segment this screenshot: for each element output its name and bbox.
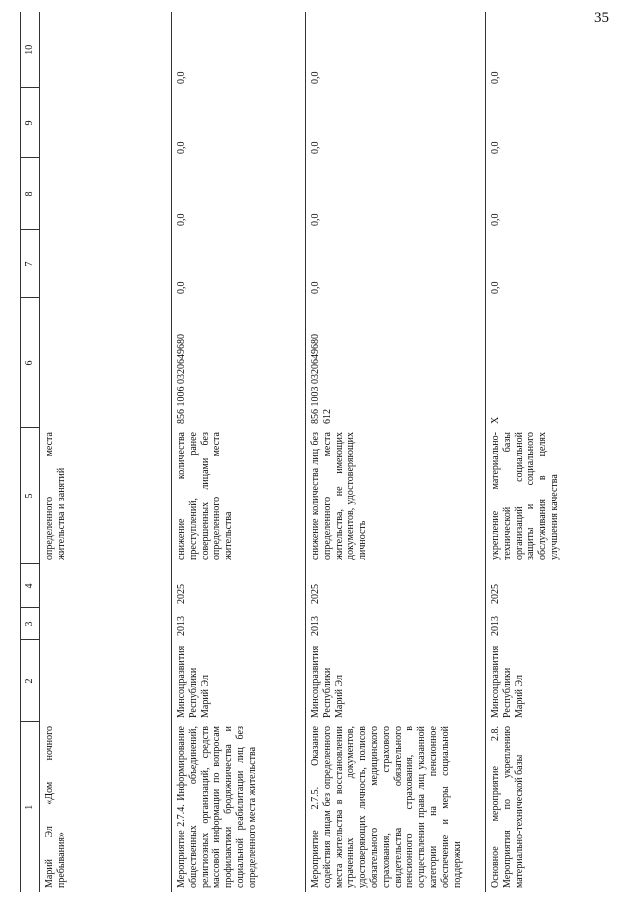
table-cell: снижение количества лиц без определенного места жительства, не имеющих документов, удостоверяющих личность [306, 428, 486, 564]
table-cell: 2025 [306, 564, 486, 608]
table-row [306, 12, 486, 892]
table-cell [40, 230, 172, 298]
table-cell: 0,0 [306, 12, 486, 88]
table-cell: 0,0 [486, 158, 621, 230]
header-row [21, 12, 40, 892]
table-cell: Основное мероприятие 2.8. Мероприятия по укреплению материально-технической базы [486, 722, 621, 892]
table-cell: Минсоцразвития Республики Марий Эл [172, 640, 306, 722]
table-cell: 0,0 [172, 158, 306, 230]
table-cell: 856 1003 0320649680 612 [306, 298, 486, 428]
table-cell: Минсоцразвития Республики Марий Эл [486, 640, 621, 722]
table-cell: 2013 [172, 608, 306, 640]
program-table [20, 12, 620, 892]
header-cell: 6 [21, 298, 40, 428]
header-cell: 8 [21, 158, 40, 230]
table-cell: Х [486, 298, 621, 428]
table-cell: Минсоцразвития Республики Марий Эл [306, 640, 486, 722]
table-cell: 2013 [306, 608, 486, 640]
table-cell [40, 88, 172, 158]
table-cell: Мероприятие 2.7.4. Информирование общественных объединений, религиозных организаций, средств массовой информации по вопросам профилактики бродяжничества и социальной реабилитации лиц без определенного места жительства [172, 722, 306, 892]
table-cell: снижение количества преступлений, ранее совершенных лицами без определенного места жительства [172, 428, 306, 564]
table-cell: 2025 [486, 564, 621, 608]
header-cell: 9 [21, 88, 40, 158]
table-cell: 0,0 [486, 88, 621, 158]
table-cell: 0,0 [172, 12, 306, 88]
table-cell: Марий Эл «Дом ночного пребывания» [40, 722, 172, 892]
table-cell: определенного места жительства и занятий [40, 428, 172, 564]
table-cell: 0,0 [172, 88, 306, 158]
header-cell: 3 [21, 608, 40, 640]
table-cell: Мероприятие 2.7.5. Оказание содействия лицам без определенного места жительства в восстановлении утраченных документов, удостоверяющих личность, полисов обязательного медицинского страхования, страхового свидетельства обязательного пенсионного страхования, в осуществлении права лиц указанной категории на пенсионное обеспечение и меры социальной поддержки [306, 722, 486, 892]
table-cell [40, 640, 172, 722]
header-cell: 7 [21, 230, 40, 298]
table-cell: 0,0 [172, 230, 306, 298]
table-cell: 0,0 [486, 12, 621, 88]
table-cell [40, 564, 172, 608]
header-cell: 1 [21, 722, 40, 892]
table-cell [40, 12, 172, 88]
page-number: 35 [594, 10, 609, 26]
rotated-table-page [20, 12, 620, 892]
header-cell: 5 [21, 428, 40, 564]
header-cell: 2 [21, 640, 40, 722]
header-cell: 10 [21, 12, 40, 88]
table-row [172, 12, 306, 892]
table-cell: 2025 [172, 564, 306, 608]
table-cell: 0,0 [306, 230, 486, 298]
table-cell: 2013 [486, 608, 621, 640]
table-row [40, 12, 172, 892]
table-cell: 856 1006 0320649680 [172, 298, 306, 428]
table-cell [40, 608, 172, 640]
table-cell: 0,0 [306, 158, 486, 230]
table-row [486, 12, 621, 892]
header-cell: 4 [21, 564, 40, 608]
table-cell [40, 158, 172, 230]
table-cell: 0,0 [486, 230, 621, 298]
table-cell: 0,0 [306, 88, 486, 158]
table-cell [40, 298, 172, 428]
table-cell: укрепление материально-технической базы организаций социальной защиты и социального обслуживания в целях улучшения качества [486, 428, 621, 564]
